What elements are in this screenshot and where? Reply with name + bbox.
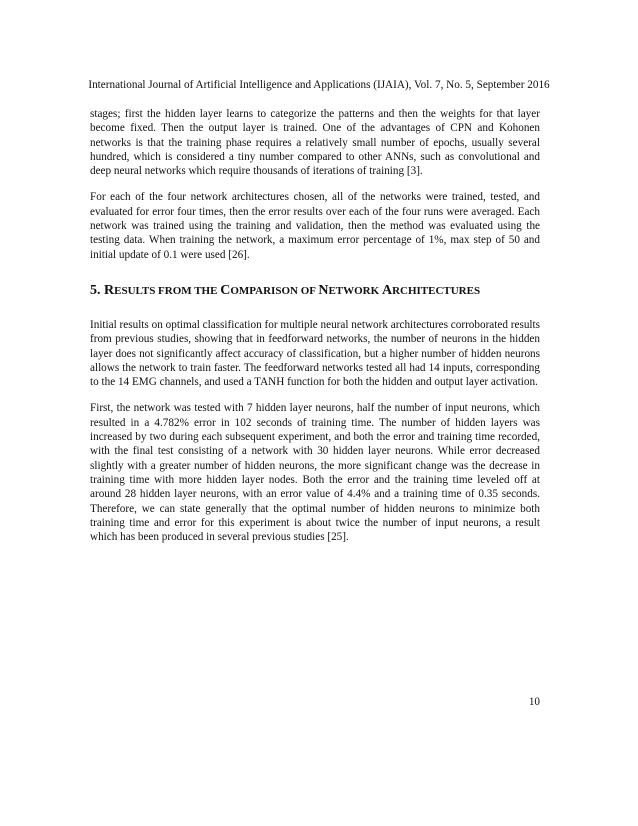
section-title-part: N (318, 282, 329, 298)
section-title-part: RCHITECTURES (392, 284, 481, 297)
section-title-part: OMPARISON OF (230, 284, 319, 297)
main-content (90, 107, 540, 544)
running-header: International Journal of Artificial Intelligence and Applications (IJAIA), Vol. 7, No. 5, September 2016 (88, 79, 550, 91)
section-title-part: ESULTS FROM THE (114, 284, 221, 297)
page-number: 10 (528, 696, 540, 708)
section-heading (90, 282, 540, 300)
section-number: 5. (90, 282, 104, 298)
paragraph-2: For each of the four network architectures chosen, all of the networks were trained, tested, and evaluated for error four times, then the error results over each of the four runs were averaged. Each network was trained using the training and validation, then the method was evaluated using the testing data. When training the network, a maximum error percentage of 1%, max step of 50 and initial update of 0.1 were used [26]. (90, 191, 540, 261)
paragraph-3: Initial results on optimal classification for multiple neural network architectures corroborated results from previous studies, showing that in feedforward networks, the number of neurons in the hidden layer does not significantly affect accuracy of classification, but a higher number of hidden neurons allows the network to train faster. The feedforward networks tested all had 14 inputs, corresponding to the 14 EMG channels, and used a TANH function for both the hidden and output layer activation. (90, 318, 540, 389)
section-title-part: ETWORK (328, 284, 382, 297)
section-title-part: A (381, 282, 393, 298)
paragraph-4: First, the network was tested with 7 hidden layer neurons, half the number of input neurons, which resulted in a 4.782% error in 102 seconds of training time. The number of hidden layers was increased by two during each subsequent experiment, and both the error and training time recorded, with the final test consisting of a network with 30 hidden layer neurons. While error decreased slightly with a greater number of hidden neurons, the more significant change was the decrease in training time with more hidden layer nodes. Both the error and the training time leveled off at around 28 hidden layer neurons, with an error value of 4.4% and a training time of 0.35 seconds. Therefore, we can state generally that the optimal number of hidden neurons to minimize both training time and error for this experiment is about twice the number of input neurons, a result which has been produced in several previous studies [25]. (90, 402, 540, 544)
section-title-part: R (104, 282, 115, 298)
paragraph-1: stages; first the hidden layer learns to categorize the patterns and then the weights for that layer become fixed. Then the output layer is trained. One of the advantages of CPN and Kohonen networks is that the training phase requires a relatively small number of epochs, usually several hundred, which is considered a tiny number compared to other ANNs, such as convolutional and deep neural networks which require thousands of iterations of training [3]. (90, 108, 540, 178)
section-title-part: C (220, 282, 231, 298)
